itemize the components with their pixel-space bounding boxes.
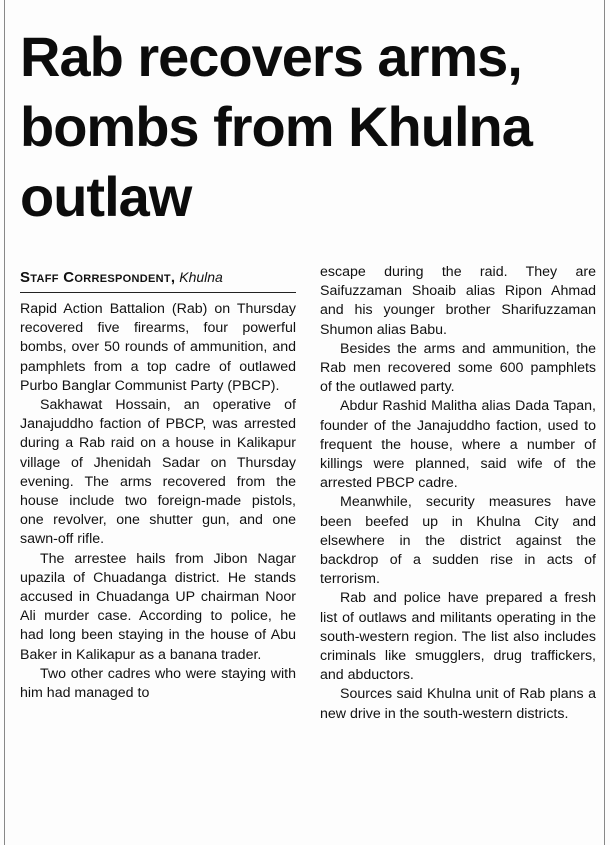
article-column-1 — [20, 300, 296, 703]
page-edge-left — [4, 0, 5, 845]
paragraph: Besides the arms and ammunition, the Rab men recovered some 600 pamphlets of the outlawed party. — [320, 340, 596, 396]
paragraph: Sakhawat Hossain, an operative of Janajuddho faction of PBCP, was arrested during a Rab raid on a house in Kalikapur village of Jhenidah Sadar on Thursday evening. The arms recovered from the house include two foreign-made pistols, one revolver, one shutter gun, and one sawn-off rifle. — [20, 397, 296, 548]
page-edge-right — [604, 0, 605, 845]
byline-place: Khulna — [179, 269, 223, 285]
paragraph: Rapid Action Battalion (Rab) on Thursday recovered five firearms, four powerful bombs, over 50 rounds of ammunition, and pamphlets from a top cadre of outlawed Purbo Banglar Communist Party (PBCP). — [20, 301, 296, 394]
paragraph: The arrestee hails from Jibon Nagar upazila of Chuadanga district. He stands accused in Chuadanga UP chairman Noor Ali murder case. According to police, he had long been staying in the house of Abu Baker in Kalikapur as a banana trader. — [20, 550, 296, 663]
paragraph: Sources said Khulna unit of Rab plans a new drive in the south-western districts. — [320, 686, 596, 722]
byline-rule — [20, 292, 296, 293]
article-column-2 — [320, 263, 596, 724]
byline — [20, 268, 294, 287]
paragraph: Abdur Rashid Malitha alias Dada Tapan, founder of the Janajuddho faction, used to frequent the house, where a number of killings were planned, said wife of the arrested PBCP cadre. — [320, 398, 596, 492]
paragraph: escape during the raid. They are Saifuzzaman Shoaib alias Ripon Ahmad and his younger brother Sharifuzzaman Shumon alias Babu. — [320, 264, 596, 338]
paragraph: Two other cadres who were staying with him had managed to — [20, 665, 296, 702]
paragraph: Meanwhile, security measures have been beefed up in Khulna City and elsewhere in the district against the backdrop of a sudden rise in acts of terrorism. — [320, 494, 596, 588]
paragraph: Rab and police have prepared a fresh list of outlaws and militants operating in the south-western region. The list also includes criminals like smugglers, drug traffickers, and abductors. — [320, 590, 596, 684]
headline: Rab recovers arms, bombs from Khulna outlaw — [20, 25, 532, 228]
byline-name: Staff Correspondent, — [20, 269, 176, 286]
